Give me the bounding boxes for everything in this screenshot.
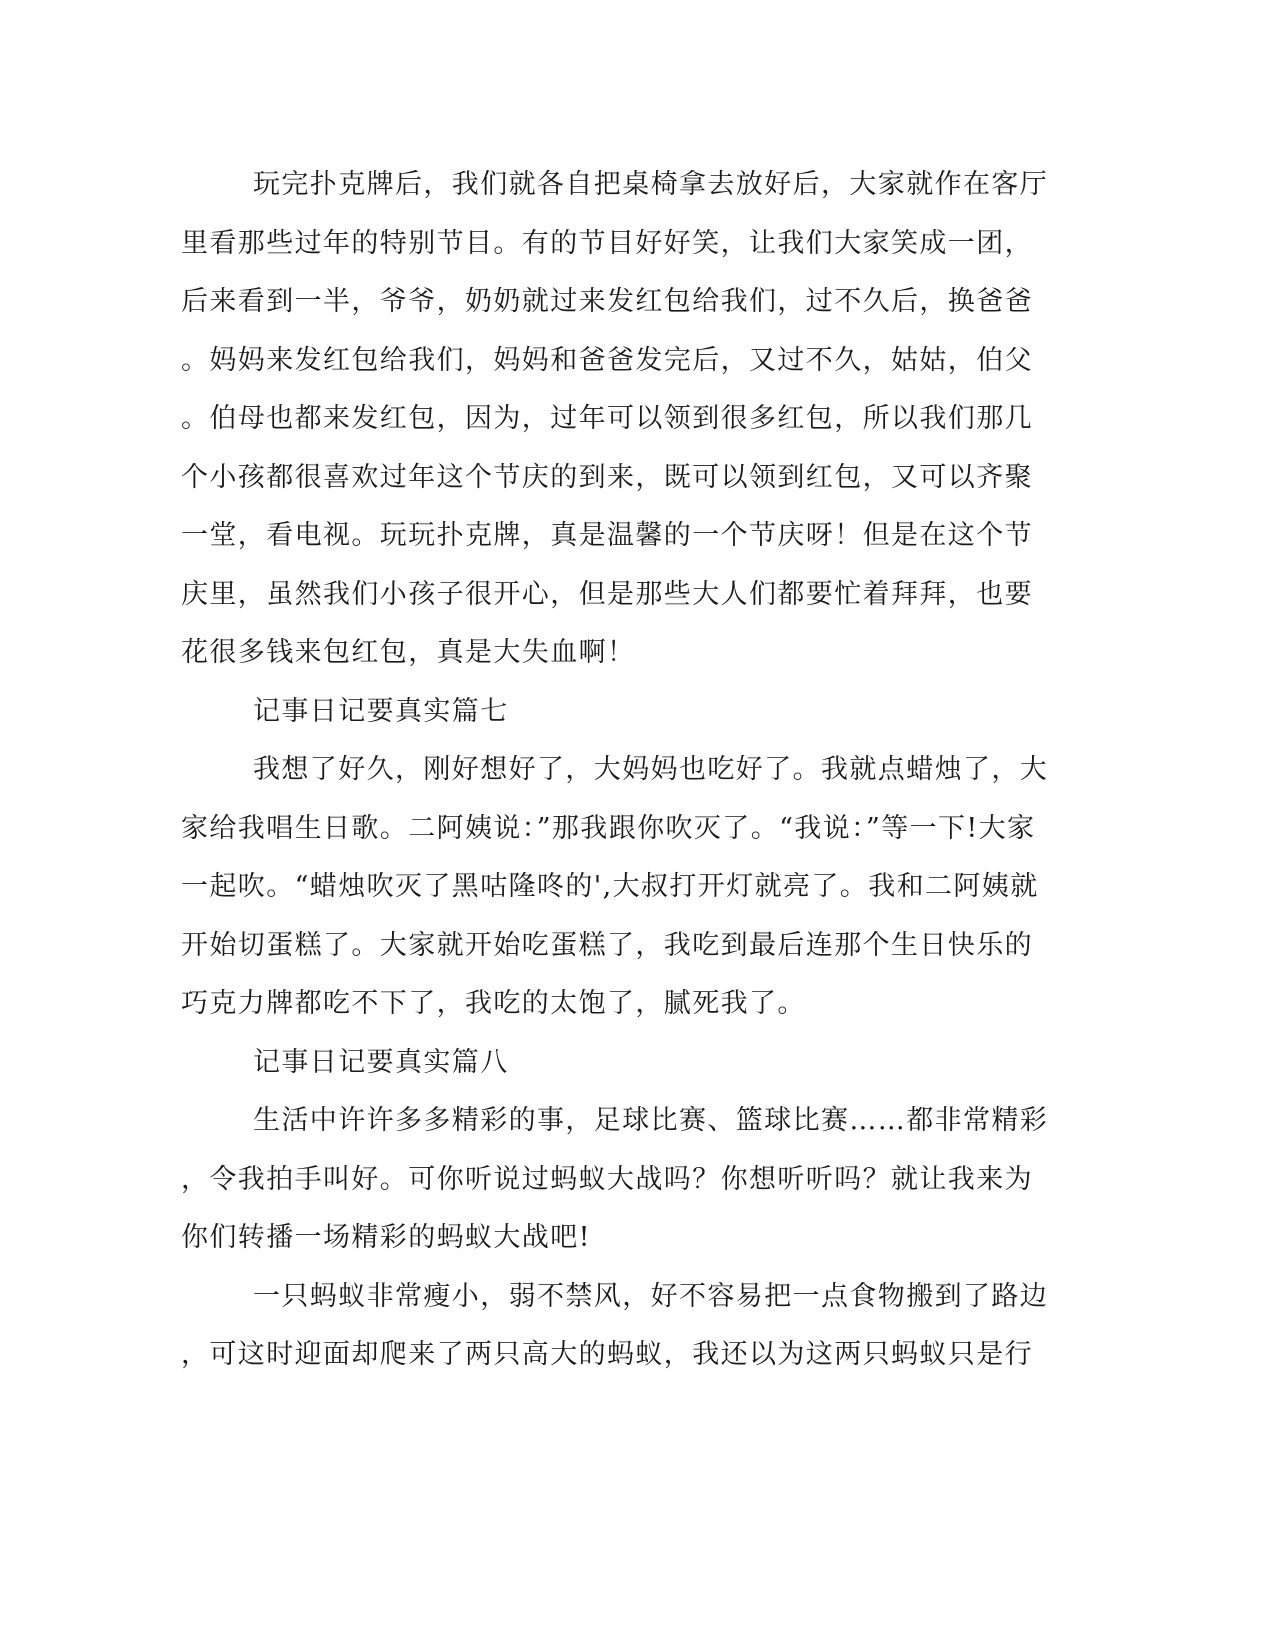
text-line: 花很多钱来包红包，真是大失血啊！ <box>181 637 636 668</box>
text-line: 你们转播一场精彩的蚂蚁大战吧! <box>181 1222 591 1253</box>
text-line: 我想了好久，刚好想好了，大妈妈也吃好了。我就点蜡烛了，大 <box>253 754 1049 785</box>
text-line: 里看那些过年的特别节目。有的节目好好笑，让我们大家笑成一团， <box>181 227 1033 259</box>
text-line: 家给我唱生日歌。二阿姨说：”那我跟你吹灭了。“我说：”等一下!大家 <box>181 812 1036 844</box>
section-heading: 记事日记要真实篇八 <box>253 1046 509 1078</box>
section-heading: 记事日记要真实篇七 <box>253 695 509 727</box>
text-line: 一只蚂蚁非常瘦小，弱不禁风，好不容易把一点食物搬到了路边 <box>253 1280 1049 1312</box>
text-line: 玩完扑克牌后，我们就各自把桌椅拿去放好后，大家就作在客厅 <box>253 169 1049 200</box>
text-line: 。妈妈来发红包给我们，妈妈和爸爸发完后，又过不久，姑姑，伯父 <box>181 344 1033 376</box>
text-line: ，可这时迎面却爬来了两只高大的蚂蚁，我还以为这两只蚂蚁只是行 <box>181 1339 1033 1370</box>
text-line: 生活中许许多多精彩的事，足球比赛、篮球比赛……都非常精彩 <box>253 1105 1049 1136</box>
text-line: 。伯母也都来发红包，因为，过年可以领到很多红包，所以我们那几 <box>181 403 1033 434</box>
text-line: 开始切蛋糕了。大家就开始吃蛋糕了，我吃到最后连那个生日快乐的 <box>181 929 1033 961</box>
text-line: 巧克力牌都吃不下了，我吃的太饱了，腻死我了。 <box>181 988 806 1019</box>
text-line: 个小孩都很喜欢过年这个节庆的到来，既可以领到红包，又可以齐聚 <box>181 461 1033 493</box>
text-line: 一堂，看电视。玩玩扑克牌，真是温馨的一个节庆呀！但是在这个节 <box>181 520 1033 551</box>
text-line: 一起吹。“蜡烛吹灭了黑咕隆咚的',大叔打开灯就亮了。我和二阿姨就 <box>181 871 1039 902</box>
text-line: 庆里，虽然我们小孩子很开心，但是那些大人们都要忙着拜拜，也要 <box>181 578 1033 610</box>
text-line: 后来看到一半，爷爷，奶奶就过来发红包给我们，过不久后，换爸爸 <box>181 286 1033 317</box>
text-line: ，令我拍手叫好。可你听说过蚂蚁大战吗？你想听听吗？就让我来为 <box>181 1163 1033 1195</box>
document-body <box>181 156 1049 1385</box>
